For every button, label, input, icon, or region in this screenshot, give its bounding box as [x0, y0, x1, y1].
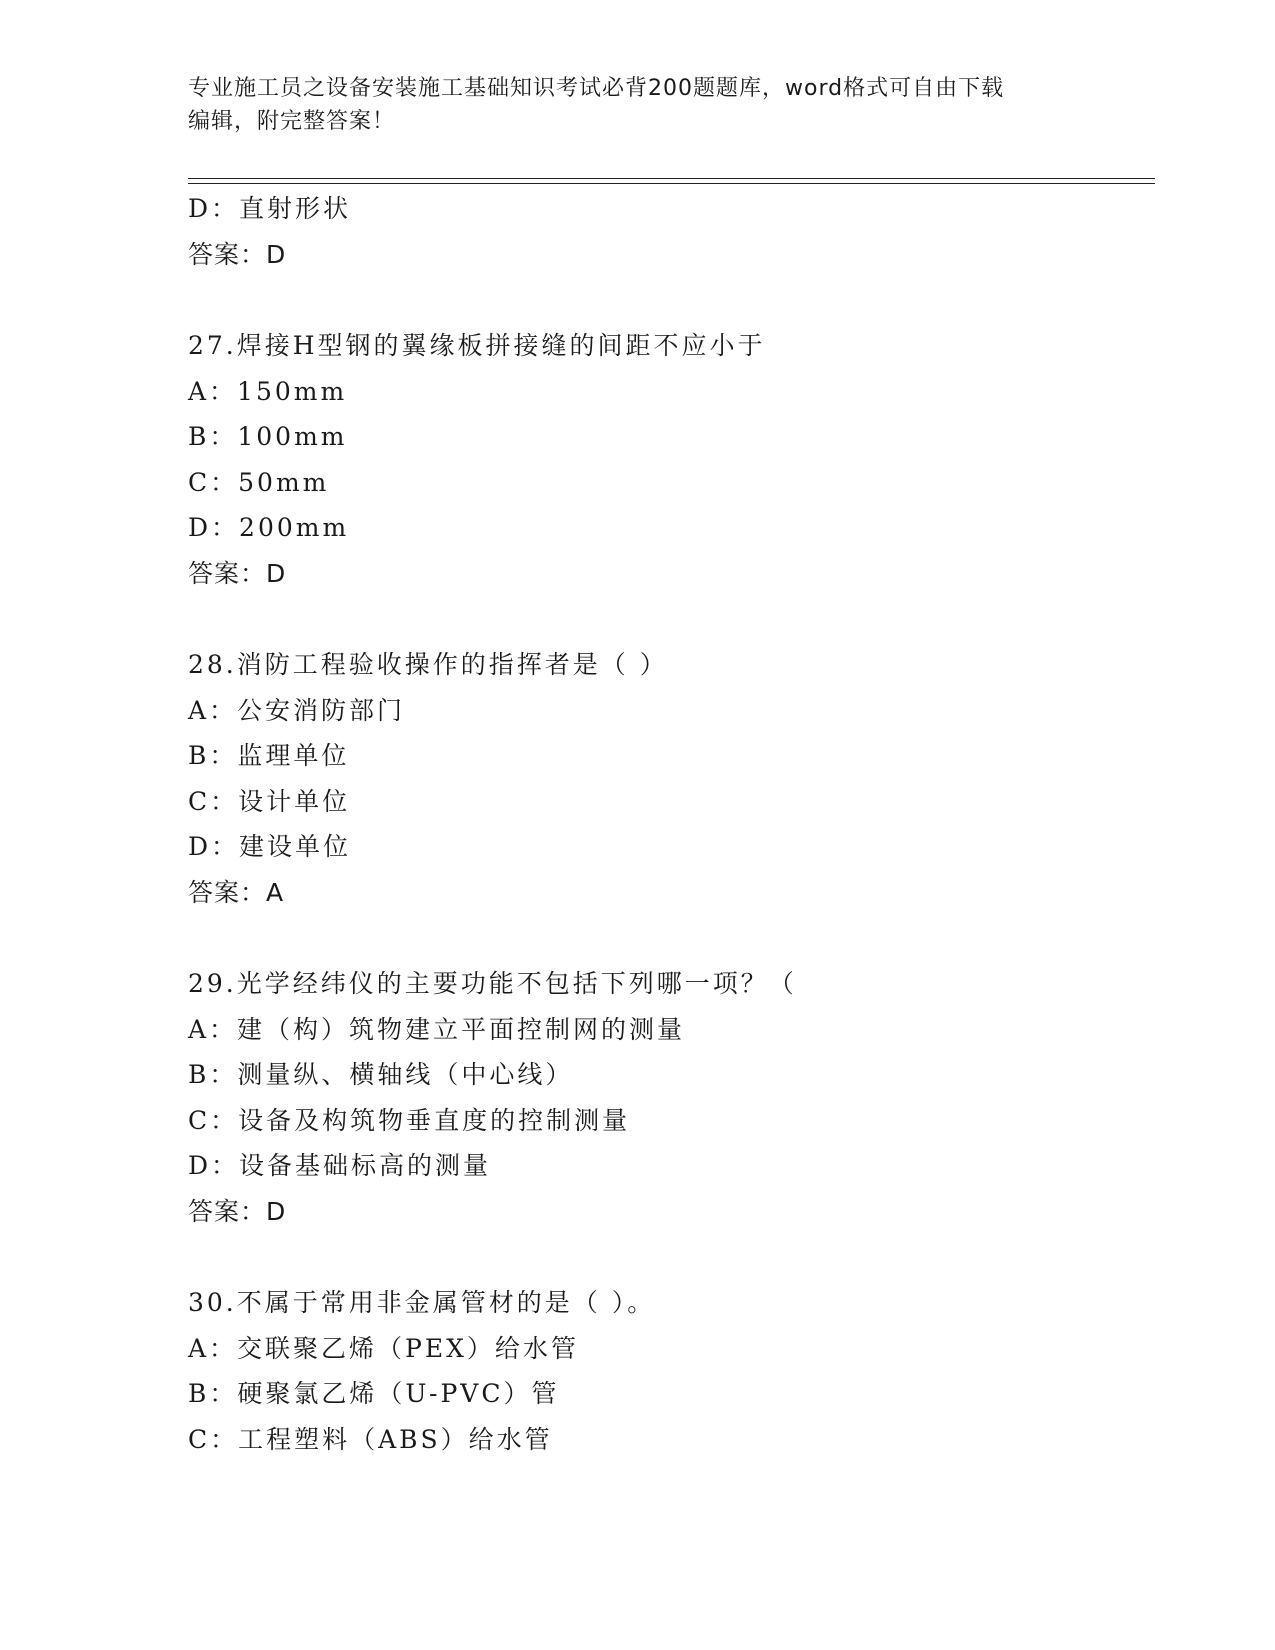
- q26-option-d: D：直射形状: [188, 194, 352, 223]
- q27-option-b: B：100mm: [188, 422, 348, 451]
- spacer: [188, 596, 1148, 642]
- q27-answer: 答案：D: [188, 558, 287, 588]
- q26-answer: 答案：D: [188, 239, 287, 269]
- q30-option-c: C：工程塑料（ABS）给水管: [188, 1424, 553, 1454]
- document-header: [188, 72, 1088, 138]
- q29-option-c: C：设备及构筑物垂直度的控制测量: [188, 1105, 631, 1135]
- question-26-tail: [188, 186, 1148, 277]
- q28-answer: 答案：A: [188, 877, 285, 907]
- q28-option-c: C：设计单位: [188, 786, 351, 816]
- q27-option-c: C：50mm: [188, 467, 330, 497]
- question-29: [188, 961, 1148, 1234]
- q29-option-d: D：设备基础标高的测量: [188, 1151, 492, 1180]
- q29-answer: 答案：D: [188, 1196, 287, 1226]
- question-list: [188, 186, 1148, 1462]
- header-title-line-1: 专业施工员之设备安装施工基础知识考试必背200题题库，word格式可自由下载: [188, 76, 1005, 101]
- q29-option-a: A：建（构）筑物建立平面控制网的测量: [188, 1014, 686, 1044]
- header-divider-top: [188, 178, 1155, 179]
- spacer: [188, 277, 1148, 323]
- q30-question: 30.不属于常用非金属管材的是（ ）。: [188, 1288, 656, 1317]
- header-divider-bottom: [188, 183, 1155, 184]
- q30-option-b: B：硬聚氯乙烯（U-PVC）管: [188, 1379, 560, 1408]
- q27-question: 27.焊接H型钢的翼缘板拼接缝的间距不应小于: [188, 331, 766, 360]
- spacer: [188, 915, 1148, 961]
- question-27: [188, 323, 1148, 596]
- q29-question: 29.光学经纬仪的主要功能不包括下列哪一项？（: [188, 969, 797, 998]
- q28-option-d: D：建设单位: [188, 832, 352, 861]
- q29-option-b: B：测量纵、横轴线（中心线）: [188, 1060, 574, 1089]
- question-28: [188, 642, 1148, 915]
- q28-question: 28.消防工程验收操作的指挥者是（ ）: [188, 650, 668, 679]
- q27-option-a: A：150mm: [188, 376, 348, 406]
- q28-option-b: B：监理单位: [188, 741, 350, 770]
- spacer: [188, 1234, 1148, 1280]
- q30-option-a: A：交联聚乙烯（PEX）给水管: [188, 1333, 579, 1363]
- q27-option-d: D：200mm: [188, 513, 350, 542]
- question-30: [188, 1280, 1148, 1462]
- q28-option-a: A：公安消防部门: [188, 695, 406, 725]
- header-title-line-2: 编辑，附完整答案！: [188, 109, 396, 134]
